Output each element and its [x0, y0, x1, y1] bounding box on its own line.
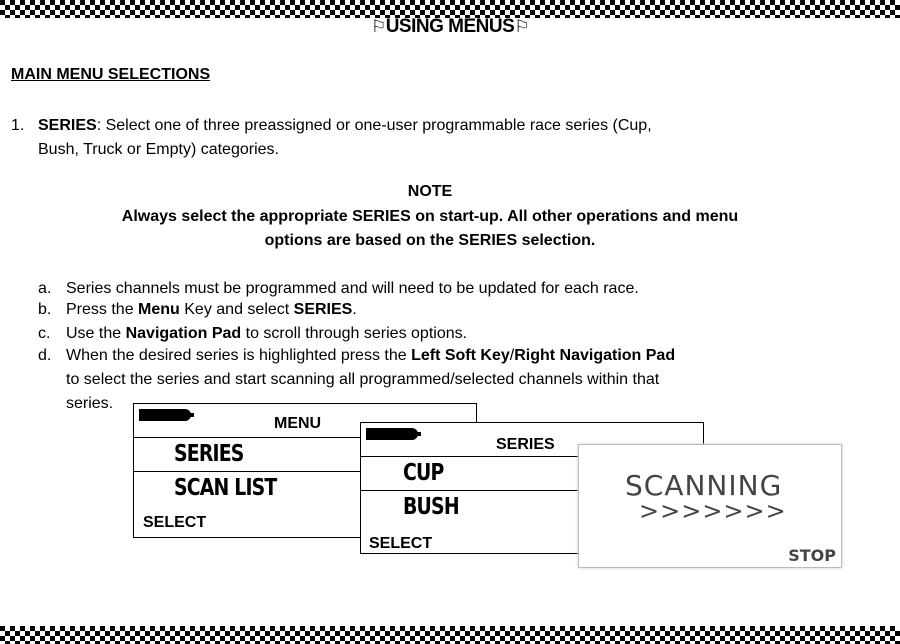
- item-series-line-1: [11, 114, 811, 138]
- step-text: to scroll through series options.: [241, 325, 468, 342]
- battery-icon: [366, 428, 418, 440]
- page-title-text: USING MENUS: [385, 16, 515, 37]
- item-number: 1.: [11, 117, 25, 134]
- step-d-line-3: series.: [66, 395, 114, 412]
- step-key: Menu: [138, 301, 180, 318]
- page-title: [0, 16, 900, 38]
- scanning-title: SCANNING: [625, 469, 783, 502]
- series-item-label: CUP: [403, 460, 444, 486]
- step-key: Right Navigation Pad: [514, 347, 676, 364]
- step-text: Use the: [66, 325, 126, 342]
- note-text: [20, 205, 840, 253]
- series-item-label: BUSH: [403, 494, 459, 520]
- step-b: [38, 298, 838, 322]
- step-text: Key and select: [179, 301, 294, 318]
- step-c: [38, 322, 838, 346]
- screen-header: SERIES: [496, 436, 555, 453]
- scanning-screen: [578, 444, 842, 568]
- step-letter: b.: [38, 301, 52, 318]
- step-d-line-1: [38, 344, 838, 368]
- item-text-2: Bush, Truck or Empty) categories.: [38, 141, 279, 158]
- step-letter: c.: [38, 325, 51, 342]
- section-heading: MAIN MENU SELECTIONS: [11, 66, 211, 83]
- menu-item-label: SCAN LIST: [174, 475, 277, 501]
- note-line-2: options are based on the SERIES selection.: [264, 232, 596, 249]
- step-option: SERIES: [293, 301, 353, 318]
- step-text: Series channels must be programmed and will need to be updated for each race.: [66, 280, 639, 297]
- scanning-arrows: >>>>>>>: [639, 497, 787, 525]
- item-text-1: : Select one of three preassigned or one-user programmable race series (Cup,: [96, 117, 652, 134]
- menu-item-label: SERIES: [174, 441, 244, 467]
- step-d-line-2: to select the series and start scanning all programmed/selected channels within that: [66, 371, 660, 388]
- note-line-1: Always select the appropriate SERIES on start-up. All other operations and menu: [121, 208, 739, 225]
- screen-header: MENU: [274, 415, 322, 432]
- stop-soft-key[interactable]: STOP: [788, 546, 836, 565]
- item-series-description: [11, 114, 811, 162]
- step-letter: a.: [38, 280, 52, 297]
- flag-icon: ⚐: [514, 17, 530, 36]
- step-separator: /: [509, 347, 515, 364]
- battery-icon: [139, 409, 191, 421]
- checkered-border-bottom: [0, 626, 900, 644]
- step-key: Navigation Pad: [125, 325, 242, 342]
- soft-key-select[interactable]: SELECT: [143, 514, 207, 531]
- item-term: SERIES: [38, 117, 97, 134]
- soft-key-select[interactable]: SELECT: [369, 535, 433, 552]
- flag-icon: ⚐: [370, 17, 386, 36]
- step-key: Left Soft Key: [411, 347, 510, 364]
- step-text: When the desired series is highlighted press the: [66, 347, 412, 364]
- step-text: Press the: [66, 301, 139, 318]
- step-text: .: [352, 301, 357, 318]
- note-label: NOTE: [407, 183, 453, 200]
- step-letter: d.: [38, 347, 52, 364]
